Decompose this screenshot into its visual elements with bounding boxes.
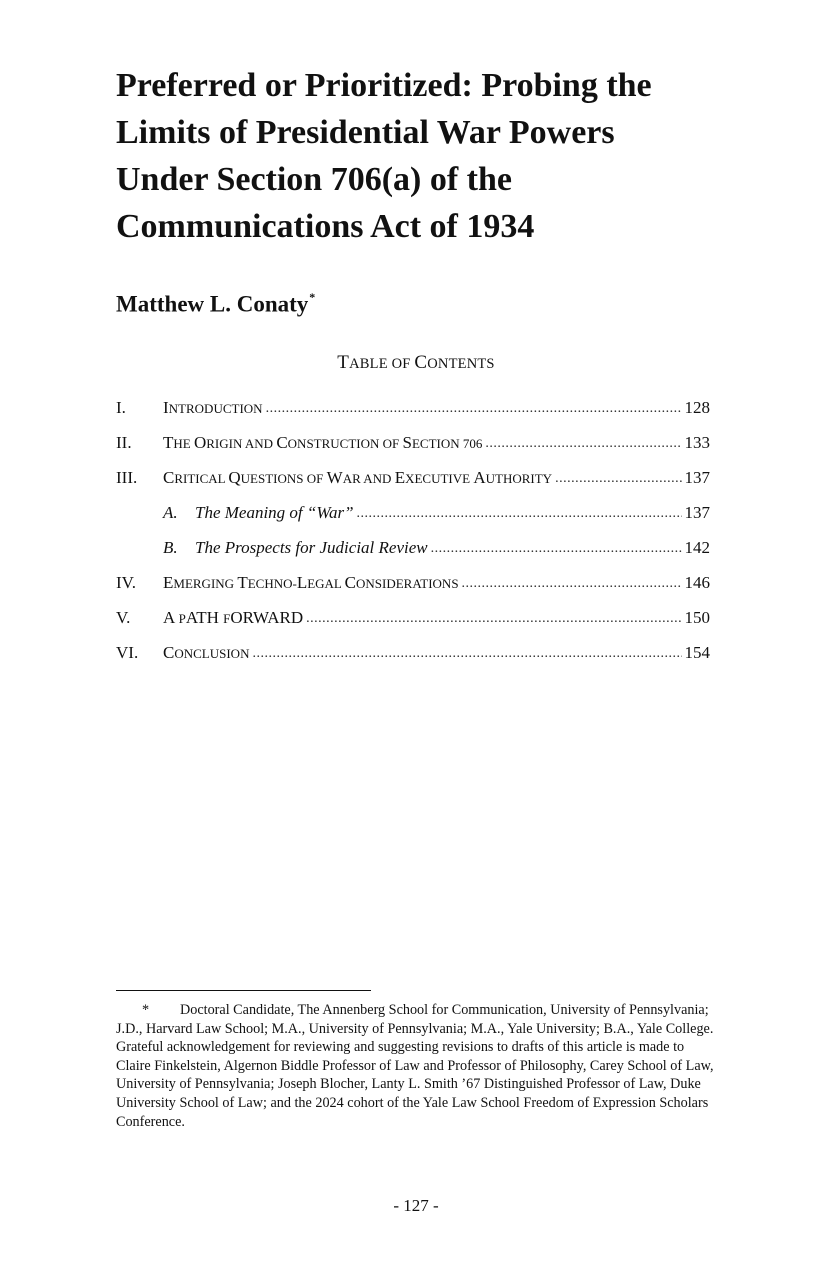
toc-entry-title-part: W bbox=[326, 468, 343, 487]
toc-entry-page: 150 bbox=[684, 608, 710, 627]
toc-entry-title-text: The Prospects for Judicial Review bbox=[195, 538, 428, 557]
toc-entry-title bbox=[163, 643, 249, 663]
toc-entry-title-part: UESTIONS OF bbox=[240, 471, 327, 486]
toc-entry-number: II. bbox=[116, 433, 132, 452]
toc-entry-number: III. bbox=[116, 468, 138, 487]
table-of-contents bbox=[116, 398, 710, 678]
toc-entry-title-part: A bbox=[473, 468, 486, 487]
toc-entry-page: 137 bbox=[684, 468, 710, 487]
toc-entry-letter: B. bbox=[163, 538, 178, 557]
toc-entry-title-part: C bbox=[344, 573, 356, 592]
toc-entry-title-part: I bbox=[163, 398, 169, 417]
title-line: Communications Act of 1934 bbox=[116, 208, 535, 245]
title-line: Limits of Presidential War Powers bbox=[116, 114, 615, 151]
toc-entry-title bbox=[163, 468, 552, 488]
toc-entry-title-part: Q bbox=[228, 468, 241, 487]
toc-entry-title-part: ORWARD bbox=[230, 608, 304, 627]
toc-entry[interactable] bbox=[116, 433, 710, 468]
toc-entry-title-part: EGAL bbox=[307, 576, 345, 591]
toc-entry-number: I. bbox=[116, 398, 126, 417]
toc-heading-part: C bbox=[414, 352, 428, 373]
author-name-text: Matthew L. Conaty bbox=[116, 291, 309, 317]
toc-entry-page: 146 bbox=[684, 573, 710, 592]
title-line: Preferred or Prioritized: Probing the bbox=[116, 67, 652, 104]
toc-entry-title-part: A bbox=[163, 608, 179, 627]
toc-entry-title-part: L bbox=[296, 573, 308, 592]
toc-heading bbox=[0, 352, 832, 374]
toc-entry-title-part: F bbox=[223, 611, 231, 626]
toc-dot-leader bbox=[485, 436, 681, 452]
toc-entry-title-part: S bbox=[402, 433, 412, 452]
toc-entry[interactable] bbox=[116, 398, 710, 433]
toc-entry-title-part: HE bbox=[173, 436, 194, 451]
toc-entry-title-part: C bbox=[163, 643, 175, 662]
author-footnote bbox=[116, 1001, 716, 1131]
page-number: - 127 - bbox=[393, 1196, 439, 1215]
toc-entry-title-part: T bbox=[237, 573, 248, 592]
footnote-divider bbox=[116, 990, 371, 991]
toc-entry-title-part: AR AND bbox=[342, 471, 395, 486]
author-footnote-marker[interactable]: * bbox=[309, 290, 316, 304]
toc-entry-title-part: E bbox=[394, 468, 406, 487]
toc-entry-title bbox=[163, 398, 263, 418]
toc-entry-title-part: RITICAL bbox=[174, 471, 229, 486]
toc-entry[interactable] bbox=[116, 643, 710, 678]
toc-dot-leader bbox=[431, 541, 682, 557]
toc-entry-title-part: MERGING bbox=[173, 576, 238, 591]
toc-heading-part: T bbox=[337, 352, 350, 373]
toc-dot-leader bbox=[266, 401, 682, 417]
toc-entry-title-part: ECHNO- bbox=[247, 576, 297, 591]
toc-entry[interactable] bbox=[116, 573, 710, 608]
toc-entry-page: 142 bbox=[684, 538, 710, 557]
toc-entry-title-part: C bbox=[276, 433, 288, 452]
toc-heading-part: ABLE OF bbox=[349, 356, 415, 372]
toc-entry-title bbox=[163, 573, 459, 593]
toc-entry-title-part: XECUTIVE bbox=[405, 471, 474, 486]
toc-entry-title-part: T bbox=[163, 433, 174, 452]
toc-entry-number: IV. bbox=[116, 573, 136, 592]
toc-heading-part: ONTENTS bbox=[427, 356, 495, 372]
toc-dot-leader bbox=[357, 506, 682, 522]
title-line: Under Section 706(a) of the bbox=[116, 161, 512, 198]
toc-entry-title bbox=[163, 538, 428, 558]
toc-entry[interactable] bbox=[116, 538, 710, 573]
toc-entry-page: 137 bbox=[684, 503, 710, 522]
toc-entry-page: 154 bbox=[684, 643, 710, 662]
footnote-text: Doctoral Candidate, The Annenberg School for Communication, University of Pennsylvania; J.D., Harvard Law School; M.A., University of Pennsylvania; M.A., Yale University; B.A., Yale College. Grateful acknowledgement for reviewing and suggesting revisions to drafts of this article is made to Claire Finkelstein, Algernon Biddle Professor of Law and Professor of Philosophy, Carey School of Law, University of Pennsylvania; Joseph Blocher, Lanty L. Smith ’67 Distinguished Professor of Law, Duke University School of Law; and the 2024 cohort of the Yale Law School Freedom of Expression Scholars Conference. bbox=[116, 1002, 714, 1130]
toc-entry-number: V. bbox=[116, 608, 131, 627]
toc-entry-title-part: P bbox=[178, 611, 186, 626]
toc-entry-title-part: O bbox=[193, 433, 207, 452]
toc-entry-title bbox=[163, 608, 303, 628]
toc-entry[interactable] bbox=[116, 503, 710, 538]
toc-entry[interactable] bbox=[116, 608, 710, 643]
footnote-marker: * bbox=[142, 1002, 150, 1018]
toc-entry-title-part: NTRODUCTION bbox=[168, 401, 263, 416]
toc-entry-title bbox=[163, 433, 482, 453]
toc-entry-title-part: ONSIDERATIONS bbox=[355, 576, 459, 591]
toc-entry-number: VI. bbox=[116, 643, 139, 662]
toc-entry-title-part: RIGIN AND bbox=[206, 436, 277, 451]
toc-entry-title-text: The Meaning of “War” bbox=[195, 503, 354, 522]
toc-entry-title-part: ONSTRUCTION OF bbox=[287, 436, 403, 451]
toc-entry[interactable] bbox=[116, 468, 710, 503]
toc-dot-leader bbox=[252, 646, 681, 662]
toc-entry-title-part: UTHORITY bbox=[485, 471, 553, 486]
toc-entry-title-part: ATH bbox=[185, 608, 224, 627]
toc-entry-title-part: ECTION 706 bbox=[411, 436, 483, 451]
author-name bbox=[116, 284, 315, 320]
toc-entry-page: 128 bbox=[684, 398, 710, 417]
toc-entry-letter: A. bbox=[163, 503, 178, 522]
article-title bbox=[116, 62, 736, 250]
toc-dot-leader bbox=[306, 611, 681, 627]
toc-entry-title-part: C bbox=[163, 468, 175, 487]
toc-dot-leader bbox=[555, 471, 681, 487]
toc-entry-title-part: ONCLUSION bbox=[174, 646, 250, 661]
toc-entry-page: 133 bbox=[684, 433, 710, 452]
toc-entry-title bbox=[163, 503, 354, 523]
toc-entry-title-part: E bbox=[163, 573, 174, 592]
toc-dot-leader bbox=[462, 576, 682, 592]
